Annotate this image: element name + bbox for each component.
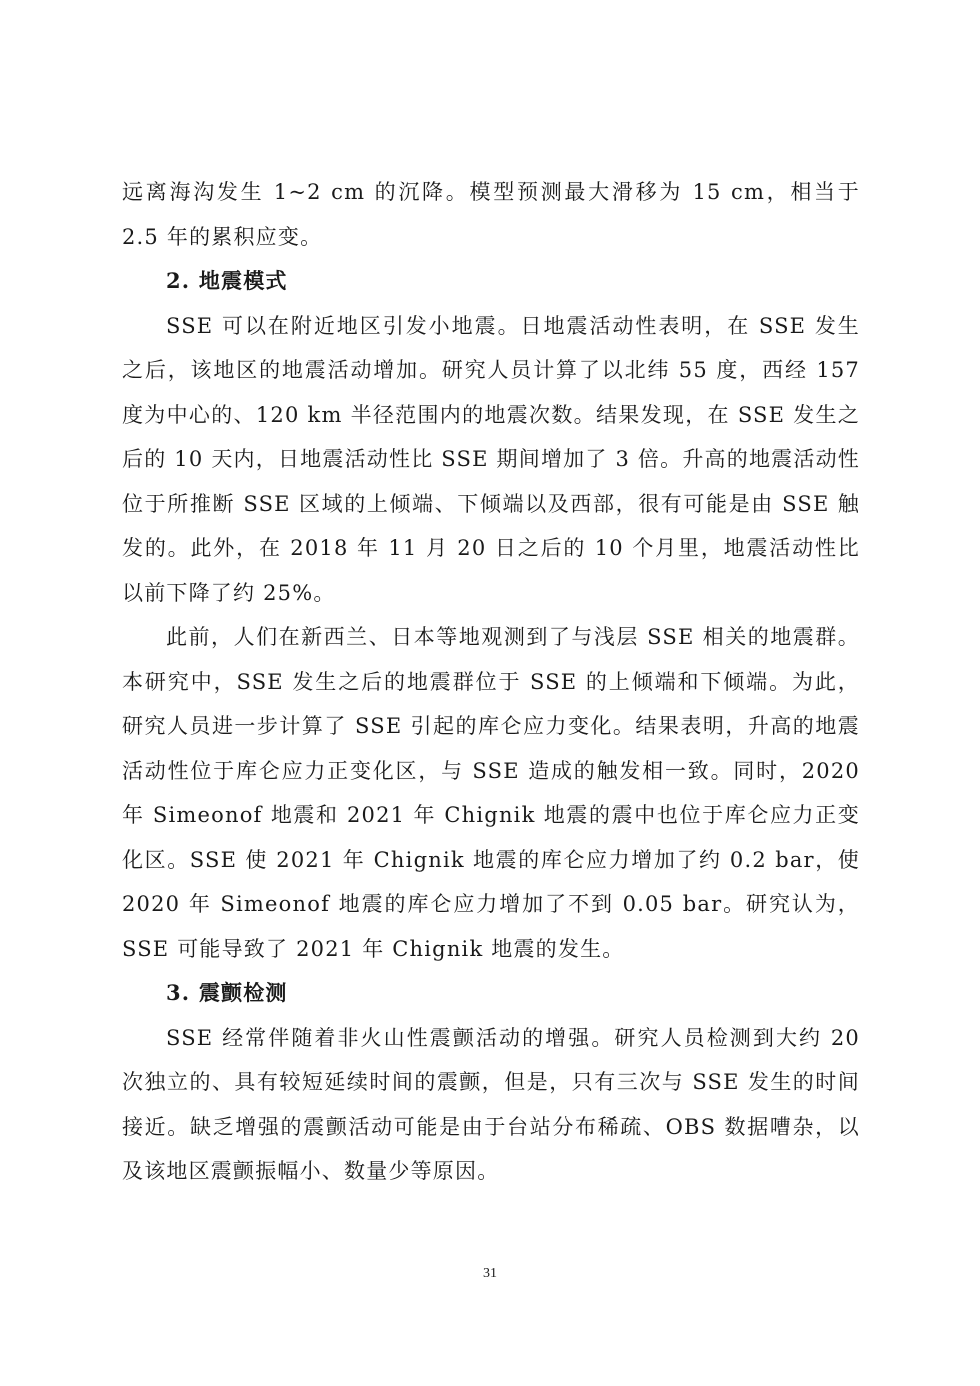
section-3-paragraph-1: SSE 经常伴随着非火山性震颤活动的增强。研究人员检测到大约 20 次独立的、具有较短延续时间的震颤，但是，只有三次与 SSE 发生的时间接近。缺乏增强的震颤活动可能是由于台站分布稀疏、OBS 数据嘈杂，以及该地区震颤振幅小、数量少等原因。 bbox=[122, 1025, 860, 1183]
page-number: 31 bbox=[483, 1266, 497, 1281]
section-3-heading: 3. 震颤检测 bbox=[166, 980, 288, 1005]
section-2-paragraph-1: SSE 可以在附近地区引发小地震。日地震活动性表明，在 SSE 发生之后，该地区的地震活动增加。研究人员计算了以北纬 55 度，西经 157 度为中心的、120 km 半径范围内的地震次数。结果发现，在 SSE 发生之后的 10 天内，日地震活动性比 SSE 期间增加了 3 倍。升高的地震活动性位于所推断 SSE 区域的上倾端、下倾端以及西部，很有可能是由 SSE 触发的。此外，在 2018 年 11 月 20 日之后的 10 个月里，地震活动性比以前下降了约 25%。 bbox=[122, 313, 860, 605]
continued-paragraph: 远离海沟发生 1~2 cm 的沉降。模型预测最大滑移为 15 cm，相当于 2.5 年的累积应变。 bbox=[122, 180, 860, 249]
page-body bbox=[122, 170, 860, 1194]
section-2-paragraph-2: 此前，人们在新西兰、日本等地观测到了与浅层 SSE 相关的地震群。本研究中，SSE 发生之后的地震群位于 SSE 的上倾端和下倾端。为此，研究人员进一步计算了 SSE 引起的库仑应力变化。结果表明，升高的地震活动性位于库仑应力正变化区，与 SSE 造成的触发相一致。同时，2020 年 Simeonof 地震和 2021 年 Chignik 地震的震中也位于库仑应力正变化区。SSE 使 2021 年 Chignik 地震的库仑应力增加了约 0.2 bar，使 2020 年 Simeonof 地震的库仑应力增加了不到 0.05 bar。研究认为，SSE 可能导致了 2021 年 Chignik 地震的发生。 bbox=[122, 625, 860, 961]
section-2-heading: 2. 地震模式 bbox=[166, 268, 288, 293]
